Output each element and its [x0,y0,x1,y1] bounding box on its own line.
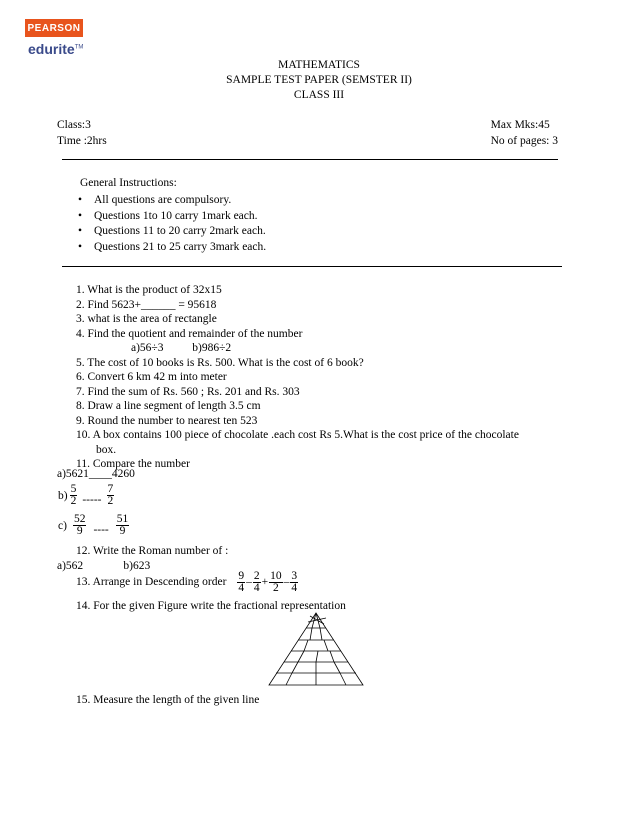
blank-dash: ----- [82,493,102,506]
question-12: 12. Write the Roman number of : [76,545,229,557]
numerator: 10 [270,569,282,582]
subject-heading: MATHEMATICS [278,59,360,71]
question-7: 7. Find the sum of Rs. 560 ; Rs. 201 and Rs. 303 [76,385,300,398]
fraction [116,514,130,537]
operator: – [246,576,252,588]
instructions-heading: General Instructions: [80,177,177,189]
meta-left [57,117,107,149]
fraction [253,571,261,594]
instruction-item: • Questions 21 to 25 carry 3mark each. [74,240,266,256]
question-4-options: a)56÷3 b)986÷2 [131,342,232,354]
question-14: 14. For the given Figure write the fractional representation [76,600,346,612]
instruction-item: • All questions are compulsory. [74,193,266,209]
fraction [70,484,78,507]
question-11-c [58,514,130,537]
question-4: 4. Find the quotient and remainder of the number [76,327,303,340]
fraction [237,571,245,594]
max-marks-info: Max Mks:45 [490,119,550,131]
instruction-item: • Questions 1to 10 carry 1mark each. [74,209,266,225]
question-3: 3. what is the area of rectangle [76,313,217,325]
meta-right [491,117,558,149]
fraction [73,514,87,537]
fraction [269,571,283,594]
questions-block-1 [76,283,586,472]
question-12-options: a)562 b)623 [57,560,151,572]
pages-info: No of pages: 3 [490,135,558,147]
denominator: 9 [76,525,83,537]
instructions-list [74,193,266,255]
edurite-logo [28,41,83,57]
trademark: TM [74,44,84,51]
numerator: 2 [253,569,260,582]
numerator: 51 [116,513,129,525]
triangle-figure [268,612,364,686]
fraction [290,571,298,594]
question-10: 10. A box contains 100 piece of chocolate .each cost Rs 5.What is the cost price of the chocolate [76,429,519,441]
question-5: 5. The cost of 10 books is Rs. 500. What is the cost of 6 book? [76,356,364,369]
part-label: c) [58,519,67,532]
paper-heading: SAMPLE TEST PAPER (SEMSTER II) [226,74,412,86]
denominator: 4 [253,581,260,594]
numerator: 3 [291,569,298,582]
question-15: 15. Measure the length of the given line [76,694,260,706]
numerator: 9 [238,569,245,582]
pearson-logo-text: PEARSON [27,22,81,34]
question-6: 6. Convert 6 km 42 m into meter [76,371,227,383]
class-heading: CLASS III [293,89,345,101]
denominator: 2 [273,581,279,594]
denominator: 2 [70,495,77,507]
question-2: 2. Find 5623+______ = 95618 [76,298,217,311]
class-info: Class:3 [57,119,91,131]
question-11-a: a)5621____4260 [57,468,135,480]
numerator: 52 [73,513,86,525]
denominator: 4 [291,581,298,594]
numerator: 5 [70,483,77,495]
blank-dash: ---- [93,523,109,536]
denominator: 2 [107,495,114,507]
operator: + [261,576,269,588]
question-9: 9. Round the number to nearest ten 523 [76,414,258,427]
question-13 [76,568,299,596]
question-11-b [58,484,115,507]
denominator: 4 [238,581,245,594]
paper-title [0,58,638,103]
question-8: 8. Draw a line segment of length 3.5 cm [76,400,261,412]
instruction-item: • Questions 11 to 20 carry 2mark each. [74,224,266,240]
divider-bottom [62,266,562,267]
question-10-cont: box. [96,443,117,456]
time-info: Time :2hrs [57,135,107,147]
fraction [107,484,115,507]
question-1: 1. What is the product of 32x15 [76,284,222,296]
pearson-logo [25,19,83,37]
divider-top [62,159,558,160]
numerator: 7 [107,483,114,495]
part-label: b) [58,489,68,502]
question-11: 11. Compare the number [76,458,190,470]
denominator: 9 [119,525,126,537]
edurite-logo-text: edurite [28,41,75,57]
question-13-text: 13. Arrange in Descending order [76,576,227,588]
operator: – [283,576,290,588]
